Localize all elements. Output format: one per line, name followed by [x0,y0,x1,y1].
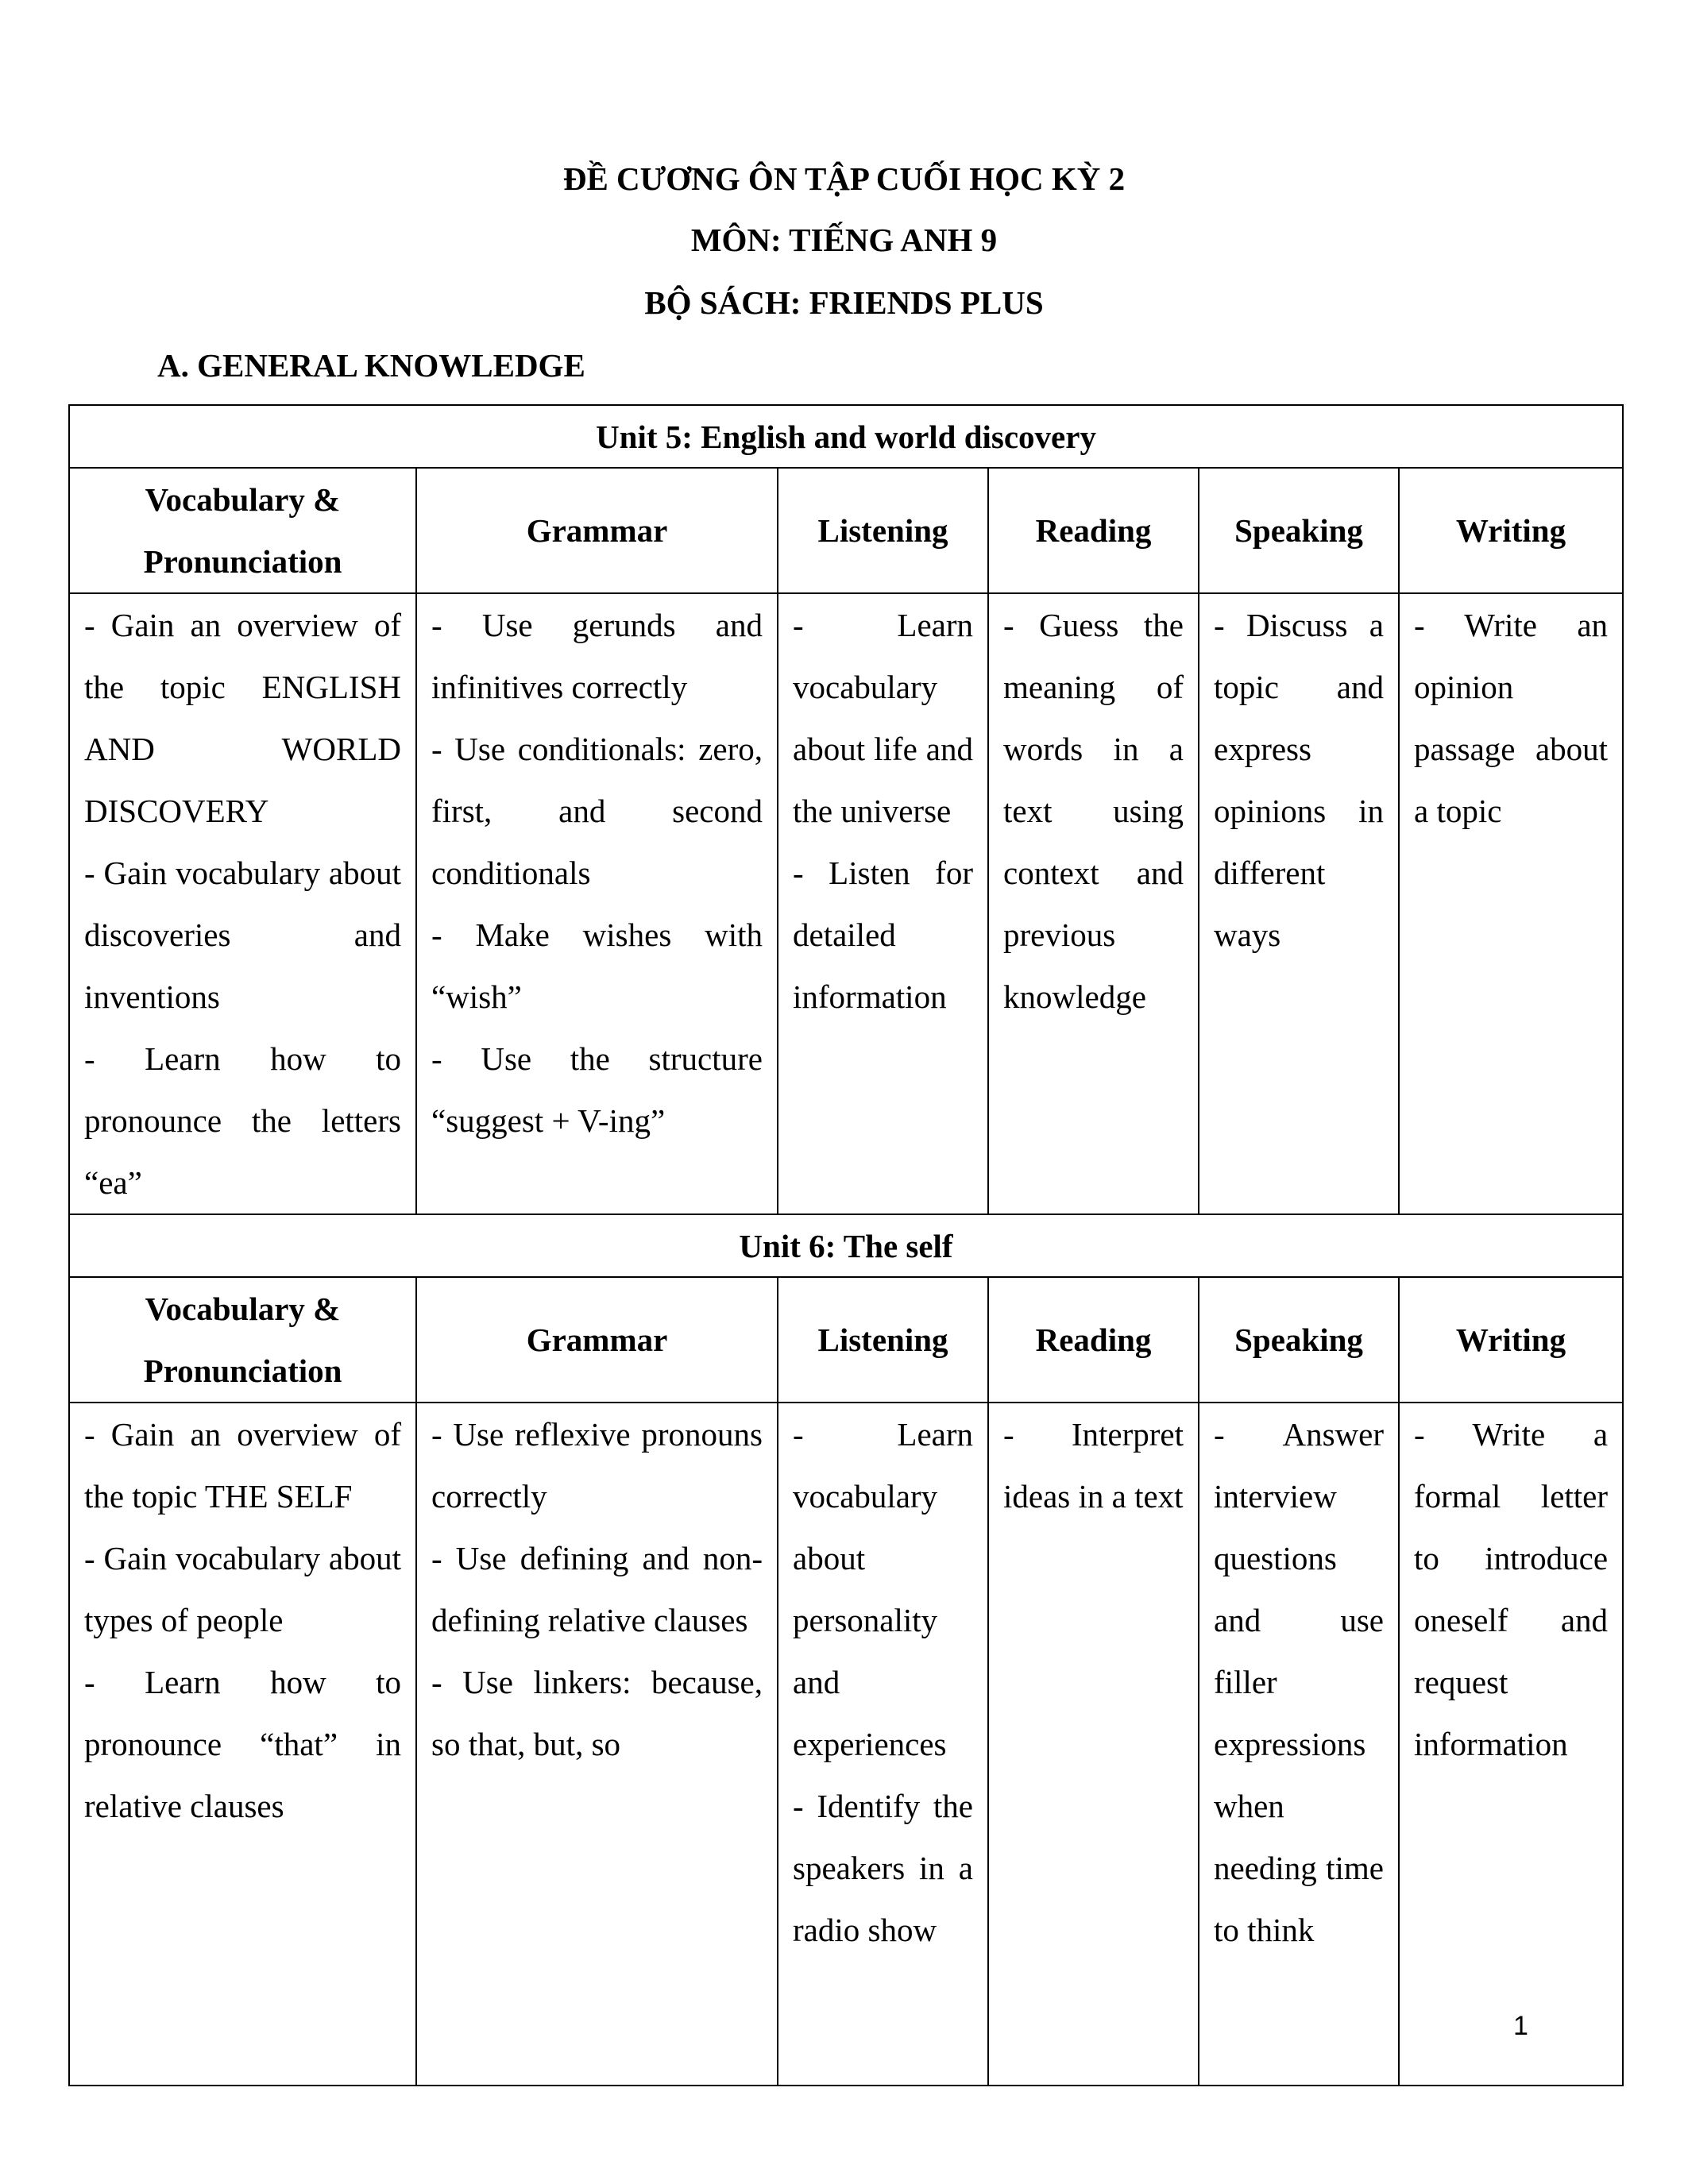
objective-item: - Write a formal letter to introduce oneself and request information [1414,1416,1609,1762]
subject-line: MÔN: TIẾNG ANH 9 [690,222,998,258]
objective-item: - Answer interview questions and use filler expressions when needing time to think [1214,1416,1384,1948]
textbook-line: BỘ SÁCH: FRIENDS PLUS [644,284,1044,321]
content-cell [1399,593,1623,1214]
page-number: 1 [1513,2011,1528,2041]
objective-item: - Use gerunds and infinitives correctly [431,607,763,705]
objective-item: - Gain vocabulary about discoveries and inventions [84,855,401,1015]
column-header: Reading [988,1277,1199,1403]
content-cell [1199,1403,1399,2086]
objective-item: - Gain an overview of the topic THE SELF [84,1416,401,1515]
content-cell [1199,593,1399,1214]
column-header: Vocabulary & Pronunciation [69,468,416,593]
objective-item: - Interpret ideas in a text [1003,1416,1184,1515]
content-cell [69,593,416,1214]
content-cell [416,593,778,1214]
objective-item: - Identify the speakers in a radio show [793,1788,973,1948]
column-header: Speaking [1199,1277,1399,1403]
objective-item: - Gain an overview of the topic ENGLISH AND WORLD DISCOVERY [84,607,401,829]
content-cell [416,1403,778,2086]
content-cell [1399,1403,1623,2086]
document-title: ĐỀ CƯƠNG ÔN TẬP CUỐI HỌC KỲ 2 [562,160,1126,197]
column-header: Grammar [416,1277,778,1403]
objective-item: - Learn how to pronounce “that” in relative clauses [84,1664,401,1824]
objective-item: - Learn vocabulary about life and the universe [793,607,973,829]
objective-item: - Listen for detailed information [793,855,973,1015]
content-cell [988,1403,1199,2086]
objective-item: - Use linkers: because, so that, but, so [431,1664,763,1762]
content-cell [778,1403,988,2086]
content-cell [988,593,1199,1214]
column-header: Writing [1399,1277,1623,1403]
objective-item: - Use defining and non-defining relative clauses [431,1540,763,1638]
column-header: Speaking [1199,468,1399,593]
unit-title: Unit 5: English and world discovery [69,405,1623,468]
objective-item: - Guess the meaning of words in a text using context and previous knowledge [1003,607,1184,1015]
column-header: Listening [778,468,988,593]
column-header: Listening [778,1277,988,1403]
content-cell [69,1403,416,2086]
objective-item: - Use reflexive pronouns correctly [431,1416,763,1515]
column-header: Reading [988,468,1199,593]
objective-item: - Discuss a topic and express opinions in different ways [1214,607,1384,953]
unit-title: Unit 6: The self [69,1214,1623,1277]
column-header: Writing [1399,468,1623,593]
section-heading: A. GENERAL KNOWLEDGE [157,347,585,384]
objective-item: - Gain vocabulary about types of people [84,1540,401,1638]
column-header: Vocabulary & Pronunciation [69,1277,416,1403]
objective-item: - Learn vocabulary about personality and experiences [793,1416,973,1762]
objective-item: - Use conditionals: zero, first, and second conditionals [431,731,763,891]
objective-item: - Write an opinion passage about a topic [1414,607,1609,829]
objective-item: - Learn how to pronounce the letters “ea” [84,1040,401,1201]
content-cell [778,593,988,1214]
syllabus-table [68,404,1624,2086]
objective-item: - Use the structure “suggest + V-ing” [431,1040,763,1139]
objective-item: - Make wishes with “wish” [431,916,763,1015]
column-header: Grammar [416,468,778,593]
